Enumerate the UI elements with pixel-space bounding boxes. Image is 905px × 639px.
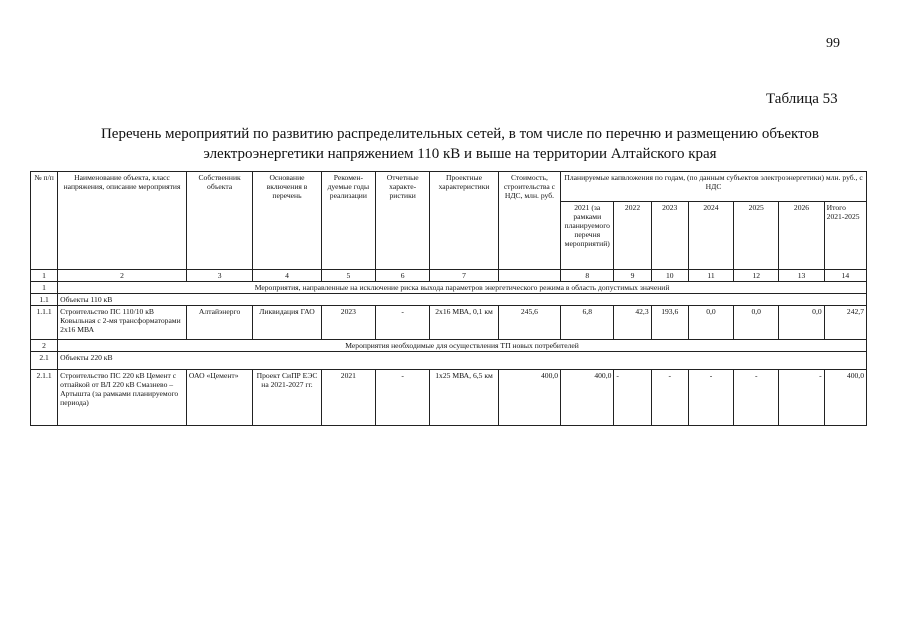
section-row-2 bbox=[31, 340, 867, 352]
title-line-1: Перечень мероприятий по развитию распределительных сетей, в том числе по перечню и размещению объектов bbox=[100, 126, 820, 142]
column-number-row bbox=[31, 270, 867, 282]
title-line-2: электроэнергетики напряжением 110 кВ и выше на территории Алтайского края bbox=[203, 146, 717, 162]
row-name: Строительство ПС 110/10 кВ Ковыльная с 2-мя трансформаторами 2х16 МВА bbox=[58, 306, 187, 340]
colnum: 13 bbox=[779, 270, 824, 282]
row-name: Строительство ПС 220 кВ Цемент с отпайкой от ВЛ 220 кВ Смазнево – Артышта (за рамками планируемого периода) bbox=[58, 370, 187, 426]
subsection-row-2-1 bbox=[31, 352, 867, 370]
row-cost: 400,0 bbox=[498, 370, 560, 426]
subsection-num: 1.1 bbox=[31, 294, 58, 306]
row-2024: - bbox=[688, 370, 733, 426]
colnum: 11 bbox=[688, 270, 733, 282]
header-name: Наименование объекта, класс напряжения, описание мероприятия bbox=[58, 172, 187, 270]
table-row bbox=[31, 306, 867, 340]
header-2022: 2022 bbox=[614, 202, 651, 270]
colnum: 8 bbox=[561, 270, 614, 282]
section-num: 2 bbox=[31, 340, 58, 352]
row-basis: Ликвидация ГАО bbox=[253, 306, 321, 340]
row-num: 1.1.1 bbox=[31, 306, 58, 340]
row-total: 400,0 bbox=[824, 370, 866, 426]
colnum: 5 bbox=[321, 270, 375, 282]
section-text: Мероприятия, направленные на исключение риска выхода параметров энергетического режима в область допустимых значений bbox=[58, 282, 867, 294]
header-basis: Основание включения в перечень bbox=[253, 172, 321, 270]
row-years: 2023 bbox=[321, 306, 375, 340]
subsection-text: Объекты 220 кВ bbox=[58, 352, 867, 370]
row-2025: - bbox=[734, 370, 779, 426]
row-2023: - bbox=[651, 370, 688, 426]
subsection-text: Объекты 110 кВ bbox=[58, 294, 867, 306]
colnum: 12 bbox=[734, 270, 779, 282]
row-2021: 400,0 bbox=[561, 370, 614, 426]
header-2024: 2024 bbox=[688, 202, 733, 270]
colnum: 14 bbox=[824, 270, 866, 282]
row-2025: 0,0 bbox=[734, 306, 779, 340]
colnum bbox=[498, 270, 560, 282]
header-2026: 2026 bbox=[779, 202, 824, 270]
row-reported: - bbox=[376, 306, 430, 340]
colnum: 4 bbox=[253, 270, 321, 282]
subsection-row-1-1 bbox=[31, 294, 867, 306]
row-2023: 193,6 bbox=[651, 306, 688, 340]
header-cost: Стоимость, строительства с НДС, млн. руб. bbox=[498, 172, 560, 270]
header-total: Итого 2021-2025 bbox=[824, 202, 866, 270]
row-reported: - bbox=[376, 370, 430, 426]
row-2026: 0,0 bbox=[779, 306, 824, 340]
row-design: 1х25 МВА, 6,5 км bbox=[430, 370, 498, 426]
colnum: 3 bbox=[186, 270, 252, 282]
section-num: 1 bbox=[31, 282, 58, 294]
row-owner: ОАО «Цемент» bbox=[186, 370, 252, 426]
measures-table bbox=[30, 171, 867, 426]
row-2024: 0,0 bbox=[688, 306, 733, 340]
table-row bbox=[31, 370, 867, 426]
colnum: 10 bbox=[651, 270, 688, 282]
header-design: Проектные характеристики bbox=[430, 172, 498, 270]
header-owner: Собственник объекта bbox=[186, 172, 252, 270]
colnum: 6 bbox=[376, 270, 430, 282]
header-row bbox=[31, 172, 867, 202]
header-years: Рекомен-дуемые годы реализации bbox=[321, 172, 375, 270]
colnum: 1 bbox=[31, 270, 58, 282]
header-planned: Планируемые капвложения по годам, (по данным субъектов электроэнергетики) млн. руб., с НДС bbox=[561, 172, 867, 202]
row-num: 2.1.1 bbox=[31, 370, 58, 426]
row-cost: 245,6 bbox=[498, 306, 560, 340]
subsection-num: 2.1 bbox=[31, 352, 58, 370]
header-reported: Отчетные характе-ристики bbox=[376, 172, 430, 270]
row-2022: - bbox=[614, 370, 651, 426]
document-title bbox=[60, 124, 860, 164]
header-2023: 2023 bbox=[651, 202, 688, 270]
header-2021: 2021 (за рамками планируемого перечня мероприятий) bbox=[561, 202, 614, 270]
colnum: 2 bbox=[58, 270, 187, 282]
header-2025: 2025 bbox=[734, 202, 779, 270]
colnum: 7 bbox=[430, 270, 498, 282]
page-number: 99 bbox=[826, 36, 840, 51]
row-total: 242,7 bbox=[824, 306, 866, 340]
colnum: 9 bbox=[614, 270, 651, 282]
row-years: 2021 bbox=[321, 370, 375, 426]
table-caption: Таблица 53 bbox=[766, 91, 838, 107]
section-row-1 bbox=[31, 282, 867, 294]
row-2021: 6,8 bbox=[561, 306, 614, 340]
row-2022: 42,3 bbox=[614, 306, 651, 340]
row-2026: - bbox=[779, 370, 824, 426]
section-text: Мероприятия необходимые для осуществления ТП новых потребителей bbox=[58, 340, 867, 352]
row-owner: Алтайэнерго bbox=[186, 306, 252, 340]
row-design: 2х16 МВА, 0,1 км bbox=[430, 306, 498, 340]
row-basis: Проект СиПР ЕЭС на 2021-2027 гг. bbox=[253, 370, 321, 426]
header-num: № п/п bbox=[31, 172, 58, 270]
